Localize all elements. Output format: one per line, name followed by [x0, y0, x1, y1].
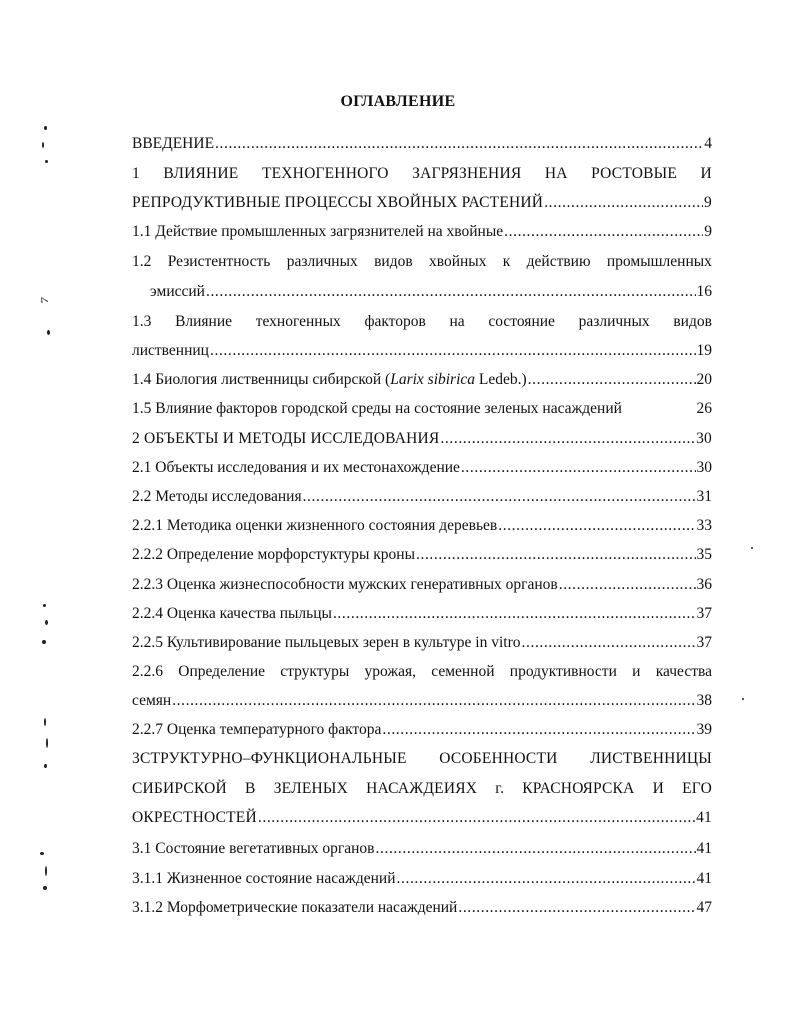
toc-word: И	[652, 780, 665, 797]
toc-entry	[132, 457, 712, 479]
toc-entry-page: 30	[696, 430, 712, 447]
species-latin-name: Larix sibirica	[390, 371, 476, 388]
toc-word: видов	[673, 313, 712, 330]
toc-entry-wrapped-line	[132, 661, 712, 683]
toc-entry-title: лиственниц	[132, 342, 209, 359]
toc-entry-title: 2.2.3 Оценка жизнеспособности мужских генеративных органов	[132, 576, 558, 593]
toc-leader-dots	[303, 486, 696, 508]
toc-word: Определение	[178, 663, 266, 680]
toc-word: ОСОБЕННОСТИ	[439, 750, 558, 767]
toc-leader-dots	[215, 133, 703, 155]
toc-entry-heading-line	[132, 778, 712, 800]
toc-leader-dots	[258, 807, 695, 829]
toc-entry-page: 38	[696, 692, 712, 709]
toc-entry-page: 20	[696, 371, 712, 388]
scan-speck	[40, 852, 44, 855]
toc-entry	[132, 486, 712, 508]
toc-entry	[132, 719, 712, 741]
toc-word: структуры	[280, 663, 350, 680]
toc-word: факторов	[364, 313, 426, 330]
toc-entry-title: 3.1.1 Жизненное состояние насаждений	[132, 870, 396, 887]
toc-entry-wrapped-line	[132, 251, 712, 273]
toc-leader-dots	[528, 369, 696, 391]
scan-speck	[42, 142, 44, 148]
toc-word: 2.2.6	[132, 663, 163, 680]
toc-word: РОСТОВЫЕ	[591, 165, 678, 182]
toc-entry-title: 3.1 Состояние вегетативных органов	[132, 840, 375, 857]
toc-word: ВЛИЯНИЕ	[163, 165, 239, 182]
toc-entry-title: РЕПРОДУКТИВНЫЕ ПРОЦЕССЫ ХВОЙНЫХ РАСТЕНИЙ	[132, 194, 544, 211]
scan-speck	[44, 718, 46, 726]
toc-entry-page: 26	[696, 400, 712, 417]
toc-entry	[132, 192, 712, 214]
scan-speck	[45, 160, 48, 163]
toc-word: 1	[132, 165, 140, 182]
toc-word: различных	[286, 253, 358, 270]
scan-speck	[742, 698, 744, 700]
toc-entry-page: 31	[696, 488, 712, 505]
scan-speck	[45, 620, 48, 625]
toc-entry	[132, 398, 712, 420]
scan-speck	[45, 866, 47, 876]
toc-leader-dots	[559, 574, 696, 596]
toc-word: качества	[655, 663, 712, 680]
toc-entry-page: 33	[696, 517, 712, 534]
toc-leader-dots	[172, 690, 695, 712]
toc-word: Резистентность	[167, 253, 271, 270]
toc-word: г.	[495, 780, 505, 797]
toc-entry-page: 19	[696, 342, 712, 359]
toc-word: НАСАЖДЕИЯХ	[366, 780, 478, 797]
toc-entry-title	[132, 369, 527, 391]
toc-entry	[132, 574, 712, 596]
toc-word: видов	[374, 253, 413, 270]
toc-word: техногенных	[255, 313, 341, 330]
toc-entry	[132, 340, 712, 362]
toc-entry	[132, 133, 712, 155]
toc-leader-dots	[416, 544, 696, 566]
toc-word: различных	[578, 313, 650, 330]
toc-entry-page: 30	[696, 459, 712, 476]
toc-entry-title: 3.1.2 Морфометрические показатели насаждений	[132, 899, 458, 916]
scan-speck	[43, 886, 47, 890]
toc-entry	[132, 897, 712, 919]
toc-word: состояние	[488, 313, 555, 330]
toc-entry-title: 1.1 Действие промышленных загрязнителей на хвойные	[132, 223, 504, 240]
toc-leader-dots	[461, 457, 696, 479]
toc-entry-page: 37	[696, 605, 712, 622]
toc-entry-page: 39	[696, 721, 712, 738]
toc-word: Влияние	[175, 313, 233, 330]
toc-entry-page: 41	[696, 809, 712, 826]
toc-entry-title: эмиссий	[150, 283, 205, 300]
toc-entry-page: 4	[704, 135, 712, 152]
scan-speck	[44, 126, 47, 130]
toc-word: ЗЕЛЕНЫХ	[273, 780, 349, 797]
toc-word: 3СТРУКТУРНО–ФУНКЦИОНАЛЬНЫЕ	[132, 750, 407, 767]
toc-leader-dots	[498, 515, 695, 537]
toc-entry	[132, 221, 712, 243]
scan-speck	[46, 738, 48, 748]
scan-speck	[43, 604, 46, 607]
toc-entry-page: 37	[696, 634, 712, 651]
toc-leader-dots	[397, 868, 696, 890]
toc-entry-wrapped-line	[132, 311, 712, 333]
toc-word: на	[449, 313, 465, 330]
toc-entry-title: 2 ОБЪЕКТЫ И МЕТОДЫ ИССЛЕДОВАНИЯ	[132, 430, 440, 447]
toc-leader-dots	[544, 192, 703, 214]
toc-word: ЕГО	[682, 780, 712, 797]
toc-entry	[132, 868, 712, 890]
toc-entry-title: 1.5 Влияние факторов городской среды на состояние зеленых насаждений	[132, 400, 622, 417]
scan-mark: ﾍ	[36, 292, 52, 310]
toc-entry	[132, 603, 712, 625]
toc-word: И	[700, 165, 712, 182]
toc-entry-page: 41	[696, 870, 712, 887]
toc-word: КРАСНОЯРСКА	[522, 780, 635, 797]
toc-word: 1.2	[132, 253, 152, 270]
toc-entry-page: 9	[704, 223, 712, 240]
toc-leader-dots	[376, 838, 696, 860]
toc-word: к	[502, 253, 511, 270]
toc-entry-title: семян	[132, 692, 172, 709]
toc-entry-page: 41	[696, 840, 712, 857]
toc-entry	[132, 515, 712, 537]
scan-speck	[44, 764, 47, 768]
toc-entry-title: 2.1 Объекты исследования и их местонахождение	[132, 459, 460, 476]
toc-leader-dots	[522, 632, 696, 654]
toc-entry-page: 9	[704, 194, 712, 211]
toc-entry-page: 35	[696, 546, 712, 563]
toc-leader-dots	[382, 719, 695, 741]
toc-leader-dots	[440, 428, 695, 450]
toc-entry-title-part: Ledeb.)	[475, 371, 527, 388]
toc-entry-page: 16	[696, 283, 712, 300]
toc-word: и	[632, 663, 641, 680]
toc-entry-title-part: 1.4 Биология лиственницы сибирской (	[132, 371, 391, 388]
toc-word: ЗАГРЯЗНЕНИЯ	[412, 165, 522, 182]
toc-entry	[132, 838, 712, 860]
toc-word: семенной	[431, 663, 495, 680]
page-title: ОГЛАВЛЕНИЕ	[340, 93, 456, 110]
toc-entry-title: 2.2.5 Культивирование пыльцевых зерен в культуре in vitro	[132, 634, 521, 651]
toc-word: действию	[526, 253, 591, 270]
toc-leader-dots	[210, 340, 696, 362]
toc-entry-title: 2.2.7 Оценка температурного фактора	[132, 721, 382, 738]
toc-entry	[132, 544, 712, 566]
toc-word: продуктивности	[509, 663, 617, 680]
toc-word: В	[245, 780, 256, 797]
toc-word: СИБИРСКОЙ	[132, 780, 227, 797]
toc-entry-title: 2.2.1 Методика оценки жизненного состояния деревьев	[132, 517, 498, 534]
toc-entry-title: ОКРЕСТНОСТЕЙ	[132, 809, 257, 826]
toc-word: ТЕХНОГЕННОГО	[261, 165, 389, 182]
toc-leader-dots	[333, 603, 696, 625]
toc-entry	[132, 807, 712, 829]
toc-entry	[132, 690, 712, 712]
toc-leader-dots	[504, 221, 703, 243]
toc-entry-title: 2.2.2 Определение морфорстуктуры кроны	[132, 546, 415, 563]
toc-entry-heading-line	[132, 748, 712, 770]
scan-speck	[42, 640, 46, 644]
toc-entry-title: 2.2 Методы исследования	[132, 488, 302, 505]
toc-entry-title: ВВЕДЕНИЕ	[132, 135, 215, 152]
toc-word: ЛИСТВЕННИЦЫ	[590, 750, 712, 767]
toc-entry	[132, 632, 712, 654]
toc-entry-heading-line	[132, 163, 712, 185]
toc-leader-dots	[206, 281, 696, 303]
toc-entry	[132, 369, 712, 391]
toc-entry-page: 47	[696, 899, 712, 916]
toc-word: урожая,	[364, 663, 416, 680]
toc-word: 1.3	[132, 313, 152, 330]
scan-speck	[47, 330, 50, 335]
toc-word: хвойных	[428, 253, 487, 270]
toc-word: НА	[544, 165, 568, 182]
toc-word: промышленных	[606, 253, 712, 270]
scan-speck	[751, 547, 753, 549]
toc-leader-dots	[458, 897, 695, 919]
toc-entry-title: 2.2.4 Оценка качества пыльцы	[132, 605, 332, 622]
toc-entry	[150, 281, 712, 303]
toc-entry	[132, 428, 712, 450]
toc-entry-page: 36	[696, 576, 712, 593]
